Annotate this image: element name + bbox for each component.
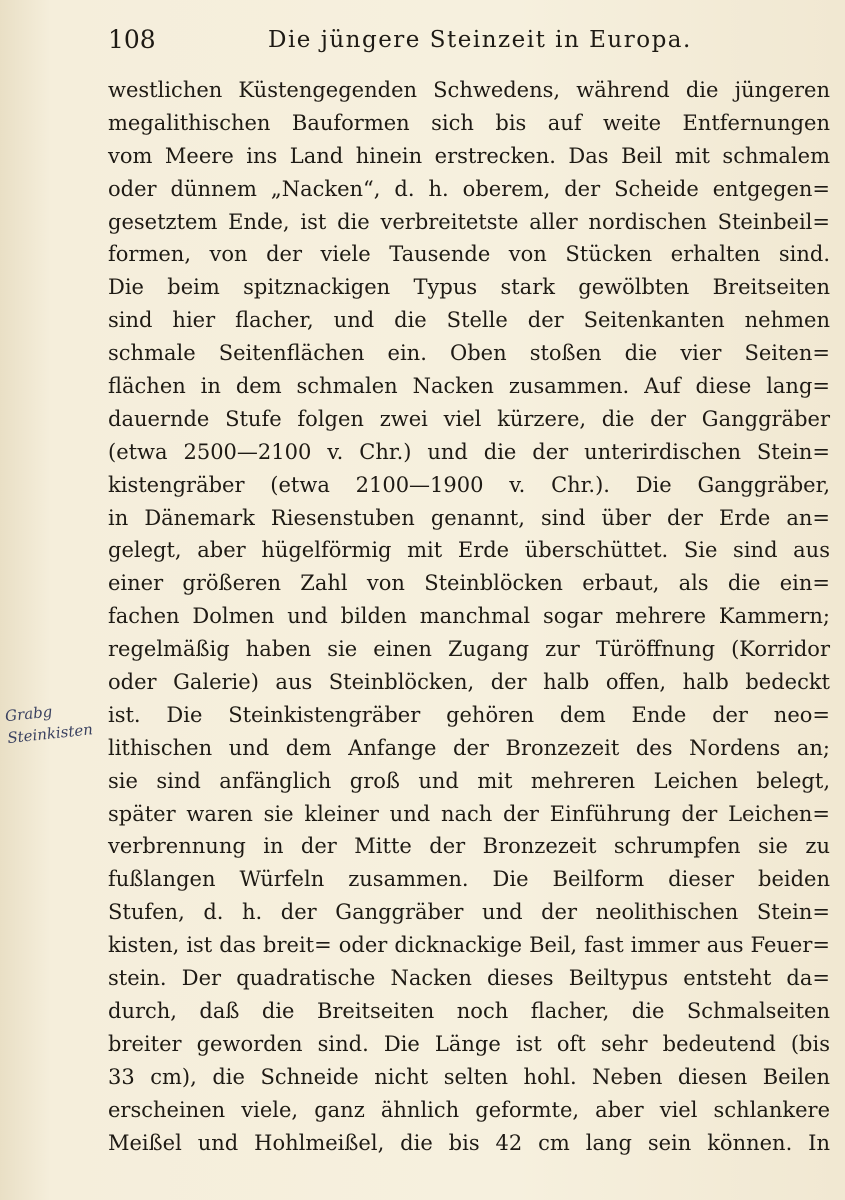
text-line: fußlangen Würfeln zusammen. Die Beilform dieser beiden <box>108 867 830 892</box>
text-line: stein. Der quadratische Nacken dieses Beiltypus entsteht da= <box>108 966 830 991</box>
text-line: sind hier flacher, und die Stelle der Seitenkanten nehmen <box>108 308 830 333</box>
handwritten-margin-note <box>4 695 108 749</box>
text-line: oder dünnem „Nacken“, d. h. oberem, der Scheide entgegen= <box>108 176 830 201</box>
text-line: 33 cm), die Schneide nicht selten hohl. Neben diesen Beilen <box>108 1064 830 1089</box>
text-line: lithischen und dem Anfange der Bronzezeit des Nordens an; <box>108 735 830 760</box>
text-line: flächen in dem schmalen Nacken zusammen. Auf diese lang= <box>108 374 830 399</box>
text-line: fachen Dolmen und bilden manchmal sogar mehrere Kammern; <box>108 604 830 629</box>
text-line: ist. Die Steinkistengräber gehören dem Ende der neo= <box>108 702 830 727</box>
text-line: formen, von der viele Tausende von Stücken erhalten sind. <box>108 242 830 267</box>
text-line: breiter geworden sind. Die Länge ist oft sehr bedeutend (bis <box>108 1031 830 1056</box>
page-number: 108 <box>108 25 156 54</box>
text-line: megalithischen Bauformen sich bis auf weite Entfernungen <box>108 110 830 135</box>
text-line: gesetztem Ende, ist die verbreitetste aller nordischen Steinbeil= <box>108 209 830 234</box>
text-line: vom Meere ins Land hinein erstrecken. Das Beil mit schmalem <box>108 143 830 168</box>
page-header <box>108 24 818 58</box>
text-line: Die beim spitznackigen Typus stark gewölbten Breitseiten <box>108 275 830 300</box>
text-line: Stufen, d. h. der Ganggräber und der neolithischen Stein= <box>108 900 830 925</box>
margin-note-line: Grabg <box>4 702 54 726</box>
text-line: einer größeren Zahl von Steinblöcken erbaut, als die ein= <box>108 571 830 596</box>
text-line: verbrennung in der Mitte der Bronzezeit schrumpfen sie zu <box>108 834 830 859</box>
text-line: oder Galerie) aus Steinblöcken, der halb offen, halb bedeckt <box>108 670 830 695</box>
text-line: in Dänemark Riesenstuben genannt, sind über der Erde an= <box>108 505 830 530</box>
text-line: Meißel und Hohlmeißel, die bis 42 cm lang sein können. In <box>108 1130 830 1155</box>
body-text <box>108 74 830 1159</box>
text-line: gelegt, aber hügelförmig mit Erde überschüttet. Sie sind aus <box>108 538 830 563</box>
text-line: westlichen Küstengegenden Schwedens, während die jüngeren <box>108 78 830 102</box>
text-line: erscheinen viele, ganz ähnlich geformte, aber viel schlankere <box>108 1097 830 1122</box>
text-line: später waren sie kleiner und nach der Einführung der Leichen= <box>108 801 830 826</box>
running-head: Die jüngere Steinzeit in Europa. <box>268 27 692 53</box>
text-line: regelmäßig haben sie einen Zugang zur Türöffnung (Korridor <box>108 637 830 662</box>
text-line: schmale Seitenflächen ein. Oben stoßen die vier Seiten= <box>108 341 830 366</box>
text-line: kistengräber (etwa 2100—1900 v. Chr.). Die Ganggräber, <box>108 472 830 497</box>
text-line: sie sind anfänglich groß und mit mehreren Leichen belegt, <box>108 768 830 793</box>
text-line: durch, daß die Breitseiten noch flacher, die Schmalseiten <box>108 998 830 1023</box>
text-line: (etwa 2500—2100 v. Chr.) und die der unterirdischen Stein= <box>108 439 830 464</box>
text-line: dauernde Stufe folgen zwei viel kürzere, die der Ganggräber <box>108 406 830 431</box>
text-line: kisten, ist das breit= oder dicknackige Beil, fast immer aus Feuer= <box>108 933 830 958</box>
margin-note-line: Steinkisten <box>6 720 94 748</box>
